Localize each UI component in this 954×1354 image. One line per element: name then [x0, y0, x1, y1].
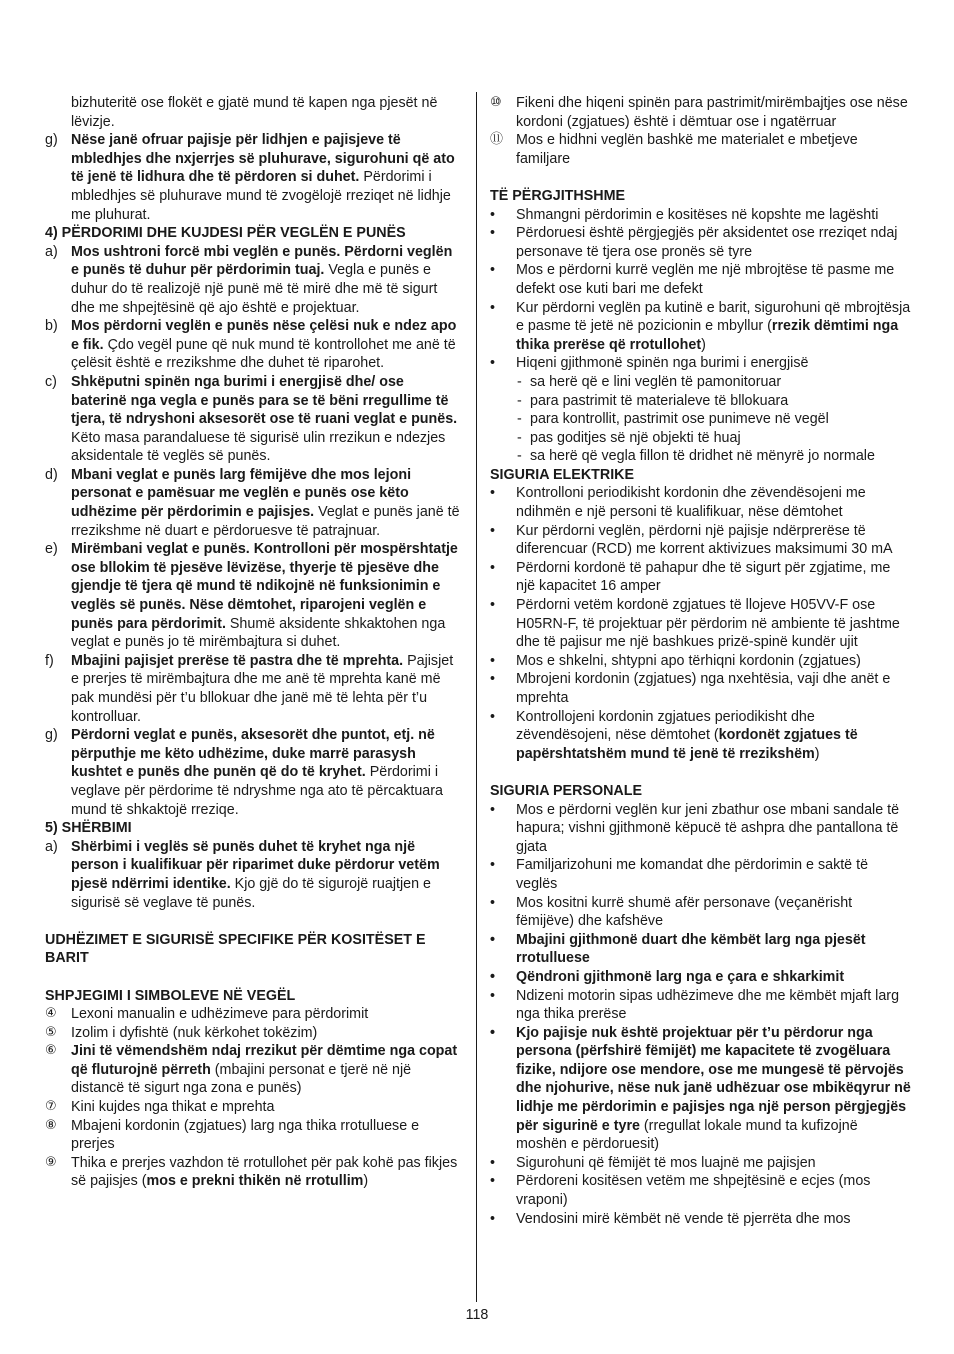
- rule-5a: a) Shërbimi i veglës së punës duhet të kryhet nga një person i kualifikuar për riparimet duke përdorur vetëm pjesë ndërrimi identike. Kjo gjë do të sigurojë ruajtjen e sigurisë së veglave të punës.: [45, 838, 440, 911]
- column-divider: [476, 92, 477, 1302]
- symbol-10: ⑩ Fikeni dhe hiqeni spinën para pastrimit/mirëmbajtjes ose nëse kordoni (zgjatues) është i dëmtuar ose i ngatërruar: [490, 95, 908, 130]
- personal-item: • Sigurohuni që fëmijët të mos luajnë me pajisjen: [490, 1154, 816, 1171]
- personal-item: • Mbajini gjithmonë duart dhe këmbët larg nga pjesët rrotulluese: [490, 931, 866, 967]
- continued-item: bizhuteritë ose flokët e gjatë mund të kapen nga pjesët në lëvizje.: [71, 95, 438, 130]
- page-number: 118: [465, 1307, 489, 1323]
- electric-item: • Kontrolloni periodikisht kordonin dhe zëvendësojeni me ndihmën e një personi të kualifikuar, nëse dëmtohet: [490, 485, 866, 521]
- rule-4c: c) Shkëputni spinën nga burimi i energjisë dhe/ ose baterinë nga vegla e punës para se të bëni rregullime të tjera, të ndryshoni aksesorët ose të ruani veglat e punës. Këto masa parandaluese të sigurisë ulin rrezikun e ndezjes aksidentale të veglës së punës.: [45, 373, 458, 465]
- electric-item: • Mbrojeni kordonin (zgjatues) nga nxehtësia, vaji dhe anët e mprehta: [490, 671, 891, 706]
- personal-item: • Ndizeni motorin sipas udhëzimeve dhe me këmbët mjaft larg nga thika prerëse: [490, 987, 900, 1023]
- electric-item: • Kontrollojeni kordonin zgjatues periodikisht dhe zëvendësojeni, nëse dëmtohet (kordonët zgjatues të papërshtatshëm mund të jenë të rrezikshëm): [490, 708, 858, 762]
- symbol-5: ⑤ Izolim i dyfishtë (nuk kërkohet tokëzim): [45, 1024, 318, 1041]
- sub-item: - para kontrollit, pastrimit ose punimeve në vegël: [517, 411, 829, 428]
- rule-4a: a) Mos ushtroni forcë mbi veglën e punës. Përdorni veglën e punës të duhur për përdorimin tuaj. Vegla e punës e duhur do të realizojë një punë më të mirë dhe më të sigurt dhe me shpejtësinë që ajo është e projektuar.: [45, 243, 453, 316]
- general-item: • Shmangni përdorimin e kositëses në kopshte me lagështi: [490, 206, 879, 223]
- personal-item: • Vendosini mirë këmbët në vende të pjerrëta dhe mos: [490, 1210, 851, 1227]
- personal-item: • Familjarizohuni me komandat dhe përdorimin e saktë të veglës: [490, 857, 869, 892]
- sub-item: - sa herë që e lini veglën të pamonitoruar: [517, 373, 782, 390]
- symbol-4: ④ Lexoni manualin e udhëzimeve para përdorimit: [45, 1006, 369, 1023]
- general-heading: TË PËRGJITHSHME: [490, 187, 626, 204]
- symbol-7: ⑦ Kini kujdes nga thikat e mprehta: [45, 1099, 275, 1116]
- general-item: • Hiqeni gjithmonë spinën nga burimi i energjisë: [490, 355, 809, 372]
- personal-heading: SIGURIA PERSONALE: [490, 782, 642, 799]
- electric-item: • Përdorni kordonë të pahapur dhe të sigurt për zgjatime, me një kapacitet 16 amper: [490, 559, 891, 595]
- sub-item: - para pastrimit të materialeve të bllokuara: [517, 392, 789, 409]
- rule-4f: f) Mbajini pajisjet prerëse të pastra dhe të mprehta. Pajisjet e prerjes të mirëmbajtura dhe me anë të mprehta kanë më pak mundësi për t’u bllokuar dhe janë më të lehta për t’u kontrolluar.: [45, 652, 454, 725]
- electric-item: • Përdorni vetëm kordonë zgjatues të llojeve H05VV-F ose H05RN-F, të projektuar për përdorim në ambiente të jashtme dhe të pajisur me një bashkues prizë-spinë kundër ujit: [490, 597, 900, 651]
- symbol-6: ⑥ Jini të vëmendshëm ndaj rrezikut për dëmtime nga copat që fluturojnë përreth (mbajini personat e tjerë në një distancë të sigurt nga zona e punës): [45, 1043, 458, 1097]
- rule-4b: b) Mos përdorni veglën e punës nëse çelësi nuk e ndez apo e fik. Çdo vegël pune që nuk mund të kontrollohet me anë të çelësit është e rrezikshme dhe duhet të riparohet.: [45, 318, 457, 372]
- electric-item: • Kur përdorni veglën, përdorni një pajisje ndërprerëse të diferencuar (RCD) me korrent aktivizues maksimumi 30 mA: [490, 522, 893, 558]
- electric-item: • Mos e shkelni, shtypni apo tërhiqni kordonin (zgjatues): [490, 652, 861, 669]
- rule-4e: e) Mirëmbani veglat e punës. Kontrolloni për mospërshtatje ose bllokim të pjesëve lëvizëse, thyerje të pjesëve dhe gjendje të tjera që mund të ndikojnë në funksionimin e veglës së punës. Nëse dëmtohet, riparojeni veglën e punës para përdorimit. Shumë aksidente shkaktohen nga veglat e punës jo të mirëmbajtura si duhet.: [45, 541, 458, 651]
- electric-heading: SIGURIA ELEKTRIKE: [490, 466, 635, 483]
- section-4-heading: 4) PËRDORIMI DHE KUJDESI PËR VEGLËN E PUNËS: [45, 225, 406, 242]
- personal-item: • Mos e përdorni veglën kur jeni zbathur ose mbani sandale të hapura; vishni gjithmonë këpucë të ashpra dhe pantallona të gjata: [490, 801, 900, 855]
- general-item: • Përdoruesi është përgjegjës për aksidentet ose rreziqet ndaj personave të tjera ose pronës së tyre: [490, 225, 898, 260]
- right-column: [490, 94, 912, 1228]
- general-item: • Mos e përdorni kurrë veglën me një mbrojtëse të pasme me defekt ose kuti bari me defekt: [490, 262, 895, 297]
- personal-item: • Përdoreni kositësen vetëm me shpejtësinë e ecjes (mos vraponi): [490, 1173, 871, 1209]
- personal-item: • Kjo pajisje nuk është projektuar për t’u përdorur nga persona (përfshirë fëmijët) me kapacitete të zvogëluara fizike, ndijore ose mendore, ose me mungesë të përvojës dhe njohurive, nëse nuk janë udhëzuar ose mbikëqyrur në lidhje me përdorimin e pajisjes nga një person përgjegjës për sigurinë e tyre (rregullat lokale mund ta kufizojnë moshën e përdoruesit): [490, 1024, 911, 1153]
- rule-4g-dust: g) Nëse janë ofruar pajisje për lidhjen e pajisjeve të mbledhjes dhe nxjerrjes së pluhurave, sigurohuni që ato të jenë të lidhura dhe të përdoren si duhet. Përdorimi i mbledhjes së pluhurave mund të zvogëlojë rreziqet në lidhje me pluhurat.: [45, 132, 455, 223]
- personal-item: • Mos kositni kurrë shumë afër personave (veçanërisht fëmijëve) dhe kafshëve: [490, 894, 853, 930]
- symbols-heading: SHPJEGIMI I SIMBOLEVE NË VEGËL: [45, 987, 296, 1004]
- symbol-9: ⑨ Thika e prerjes vazhdon të rrotullohet për pak kohë pas fikjes së pajisjes (mos e prekni thikën në rrotullim): [45, 1154, 458, 1190]
- specific-safety-heading: UDHËZIMET E SIGURISË SPECIFIKE PËR KOSITËSET E BARIT: [45, 931, 426, 967]
- section-5-heading: 5) SHËRBIMI: [45, 820, 132, 837]
- rule-4g: g) Përdorni veglat e punës, aksesorët dhe puntot, etj. në përputhje me këto udhëzime, duke marrë parasysh kushtet e punës dhe punën që do të kryhet. Përdorimi i veglave për përdorime të ndryshme nga ato të përcaktuara mund të shkaktojë rreziqe.: [45, 727, 443, 818]
- rule-4d: d) Mbani veglat e punës larg fëmijëve dhe mos lejoni personat e pamësuar me veglën e punës ose këto udhëzime për përdorimin e pajisjes. Veglat e punës janë të rrezikshme në duart e përdoruesve të patrajnuar.: [45, 466, 460, 539]
- sub-item: - sa herë që vegla fillon të dridhet në mënyrë jo normale: [517, 448, 875, 465]
- sub-item: - pas goditjes së një objekti të huaj: [517, 429, 741, 446]
- left-column: [45, 94, 460, 1191]
- symbol-8: ⑧ Mbajeni kordonin (zgjatues) larg nga thika rrotulluese e prerjes: [45, 1117, 420, 1153]
- general-item: • Kur përdorni veglën pa kutinë e barit, sigurohuni që mbrojtësja e pasme të jetë në pozicionin e mbyllur (rrezik dëmtimi nga thika prerëse që rrotullohet): [490, 299, 911, 353]
- symbol-11: ⑪ Mos e hidhni veglën bashkë me materialet e mbetjeve familjare: [490, 132, 858, 167]
- personal-item: • Qëndroni gjithmonë larg nga e çara e shkarkimit: [490, 968, 845, 985]
